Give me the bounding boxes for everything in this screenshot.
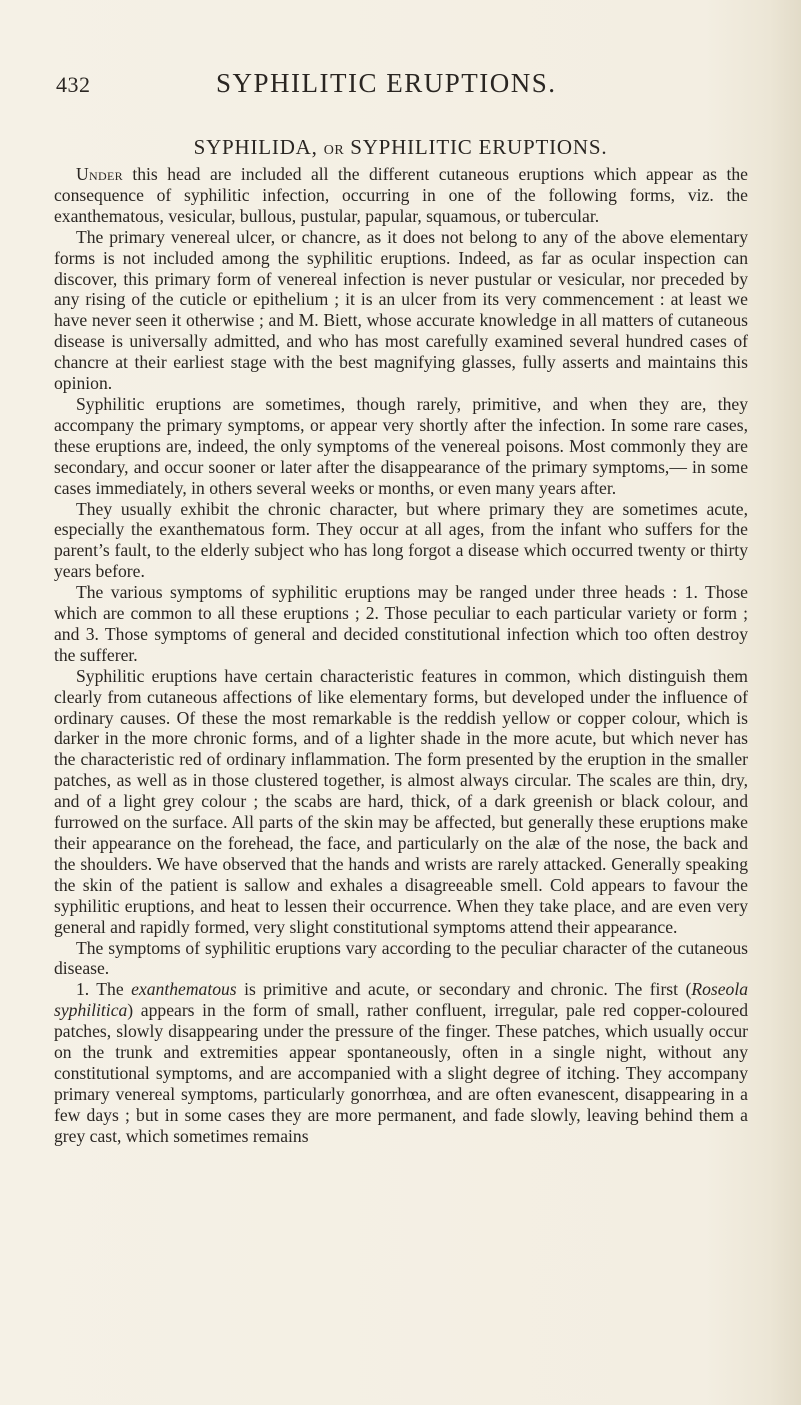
paragraph-primitive-secondary: Syphilitic eruptions are sometimes, though rarely, primitive, and when they are, they accompany the primary symptoms, or appear very shortly after the infection. In some rare cases, these eruptions are, indeed, the only symptoms of the venereal poisons. Most commonly they are secondary, and occur sooner or later after the disappearance of the primary symptoms,— in some cases immediately, in others several weeks or months, or even many years after. [54, 393, 748, 498]
exanthematous-term: exanthematous [131, 979, 237, 1000]
paragraph-exanthematous [54, 979, 748, 1146]
chapter-title-part2: SYPHILITIC ERUPTIONS. [344, 135, 608, 159]
paragraph-symptom-heads: The various symptoms of syphilitic eruptions may be ranged under three heads : 1. Those which are common to all these eruptions ; 2. Those peculiar to each particular variety or form ; and 3. Those symptoms of general and decided constitutional infection which too often destroy the sufferer. [54, 582, 748, 665]
paragraph-lead-word: Under [76, 164, 123, 184]
page-number: 432 [56, 72, 91, 97]
running-title: SYPHILITIC ERUPTIONS. [216, 68, 557, 98]
exanthematous-text-b: is primitive and acute, or secondary and chronic. The first ( [236, 979, 692, 1000]
chapter-title-part1: SYPHILIDA, [193, 135, 324, 159]
roseola-term: Roseola syphilitica [54, 979, 749, 1021]
paragraph-intro [54, 164, 748, 227]
paragraph-symptoms-vary: The symptoms of syphilitic eruptions vary according to the peculiar character of the cutaneous disease. [54, 937, 748, 979]
body-text [54, 164, 748, 1147]
paragraph-common-features: Syphilitic eruptions have certain characteristic features in common, which distinguish them clearly from cutaneous affections of like elementary forms, but developed under the influence of ordinary causes. Of these the most remarkable is the reddish yellow or copper colour, which is darker in the more chronic forms, and of a lighter shade in the more acute, but which never has the characteristic red of ordinary inflammation. The form presented by the eruption in the smaller patches, as well as in those clustered together, is almost always circular. The scales are thin, dry, and of a light grey colour ; the scabs are hard, thick, of a dark greenish or black colour, and furrowed on the surface. All parts of the skin may be affected, but generally these eruptions make their appearance on the forehead, the face, and particularly on the alæ of the nose, the back and the shoulders. We have observed that the hands and wrists are rarely attacked. Generally speaking the skin of the patient is sallow and exhales a disagreeable smell. Cold appears to favour the syphilitic eruptions, and heat to lessen their occurrence. When they take place, and are even very general and rapidly formed, very slight constitutional symptoms attend their appearance. [54, 665, 748, 937]
paragraph-chronic-character: They usually exhibit the chronic character, but where primary they are sometimes acute, especially the exanthematous form. They occur at all ages, from the infant who suffers for the parent’s fault, to the elderly subject who has long forgot a disease which occurred twenty or thirty years before. [54, 498, 748, 582]
chapter-title-or: OR [323, 143, 345, 158]
running-head [0, 68, 801, 108]
chapter-title [0, 135, 801, 160]
paragraph-intro-text: this head are included all the different cutaneous eruptions which appear as the consequence of syphilitic infection, occurring in one of the following forms, viz. the exanthematous, vesicular, bullous, pustular, papular, squamous, or tubercular. [54, 164, 748, 226]
exanthematous-text-c: ) appears in the form of small, rather confluent, irregular, pale red copper-coloured patches, slowly disappearing under the pressure of the finger. These patches, which usually occur on the trunk and extremities appear spontaneously, often in a single night, without any constitutional symptoms, and are accompanied with a slight degree of itching. They accompany primary venereal symptoms, particularly gonorrhœa, and are often evanescent, disappearing in a few days ; but in some cases they are more permanent, and fade slowly, leaving behind them a grey cast, which sometimes remains [54, 1000, 748, 1146]
exanthematous-text-a: 1. The [76, 979, 132, 1000]
paragraph-chancre: The primary venereal ulcer, or chancre, as it does not belong to any of the above elementary forms is not included among the syphilitic eruptions. Indeed, as far as ocular inspection can discover, this primary form of venereal infection is never pustular or vesicular, nor preceded by any rising of the cuticle or epithelium ; it is an ulcer from its very commencement : at least we have never seen it otherwise ; and M. Biett, whose accurate knowledge in all matters of cutaneous disease is universally admitted, and who has most carefully examined several hundred cases of chancre at their earliest stage with the best magnifying glasses, fully asserts and maintains this opinion. [54, 226, 748, 394]
